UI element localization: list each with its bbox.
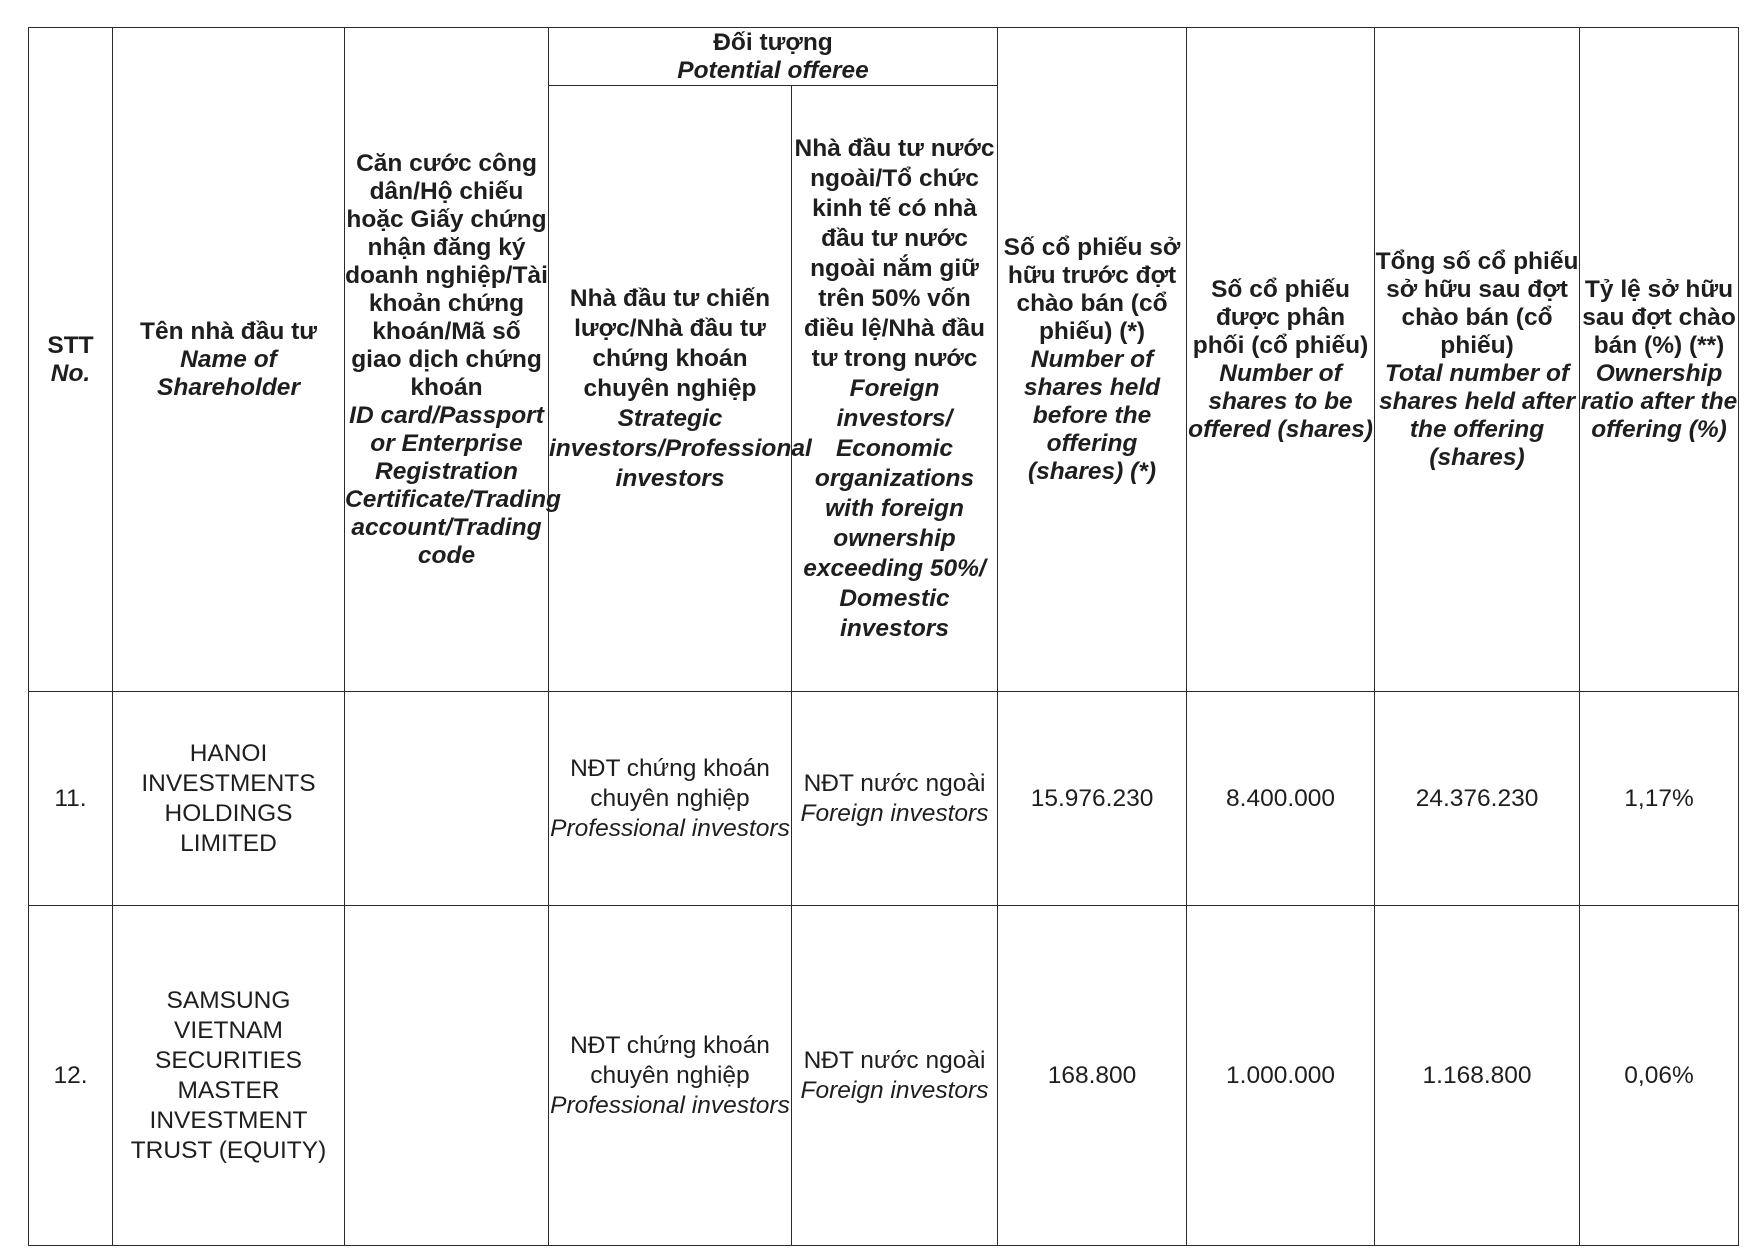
- header-id: Căn cước công dân/Hộ chiếu hoặc Giấy chứng nhận đăng ký doanh nghiệp/Tài khoản chứng khoán/Mã số giao dịch chứng khoán ID card/Passport or Enterprise Registration Certificate/Trading account/Trading code: [345, 28, 549, 692]
- row-offered: 1.000.000: [1187, 906, 1375, 1246]
- header-name: Tên nhà đầu tư Name of Shareholder: [113, 28, 345, 692]
- row-foreign: NĐT nước ngoài Foreign investors: [792, 692, 998, 906]
- row-stt: 11.: [29, 692, 113, 906]
- table-row: [29, 692, 1739, 906]
- header-before: Số cổ phiếu sở hữu trước đợt chào bán (cổ phiếu) (*) Number of shares held before the offering (shares) (*): [998, 28, 1187, 692]
- header-total: Tổng số cổ phiếu sở hữu sau đợt chào bán (cổ phiếu) Total number of shares held after the offering (shares): [1375, 28, 1580, 692]
- table-row: [29, 906, 1739, 1246]
- table-header: [29, 28, 1739, 692]
- row-id: [345, 906, 549, 1246]
- row-total: 1.168.800: [1375, 906, 1580, 1246]
- row-id: [345, 692, 549, 906]
- shareholder-offering-table: [28, 27, 1739, 1246]
- row-ratio: 0,06%: [1580, 906, 1739, 1246]
- row-foreign: NĐT nước ngoài Foreign investors: [792, 906, 998, 1246]
- header-foreign: Nhà đầu tư nước ngoài/Tổ chức kinh tế có nhà đầu tư nước ngoài nắm giữ trên 50% vốn điều lệ/Nhà đầu tư trong nước Foreign investors/ Economic organizations with foreign ownership exceeding 50%/ Domestic investors: [792, 86, 998, 692]
- row-total: 24.376.230: [1375, 692, 1580, 906]
- row-name: HANOI INVESTMENTS HOLDINGS LIMITED: [113, 692, 345, 906]
- header-stt: STT No.: [29, 28, 113, 692]
- header-offered: Số cổ phiếu được phân phối (cổ phiếu) Number of shares to be offered (shares): [1187, 28, 1375, 692]
- row-ratio: 1,17%: [1580, 692, 1739, 906]
- header-offeree-group: Đối tượng Potential offeree: [549, 28, 998, 86]
- row-name: SAMSUNG VIETNAM SECURITIES MASTER INVESTMENT TRUST (EQUITY): [113, 906, 345, 1246]
- row-before: 168.800: [998, 906, 1187, 1246]
- row-before: 15.976.230: [998, 692, 1187, 906]
- row-strategic: NĐT chứng khoán chuyên nghiệp Professional investors: [549, 906, 792, 1246]
- table-body: [29, 692, 1739, 1246]
- row-stt: 12.: [29, 906, 113, 1246]
- row-strategic: NĐT chứng khoán chuyên nghiệp Professional investors: [549, 692, 792, 906]
- header-strategic: Nhà đầu tư chiến lược/Nhà đầu tư chứng khoán chuyên nghiệp Strategic investors/Professional investors: [549, 86, 792, 692]
- header-ratio: Tỷ lệ sở hữu sau đợt chào bán (%) (**) Ownership ratio after the offering (%): [1580, 28, 1739, 692]
- row-offered: 8.400.000: [1187, 692, 1375, 906]
